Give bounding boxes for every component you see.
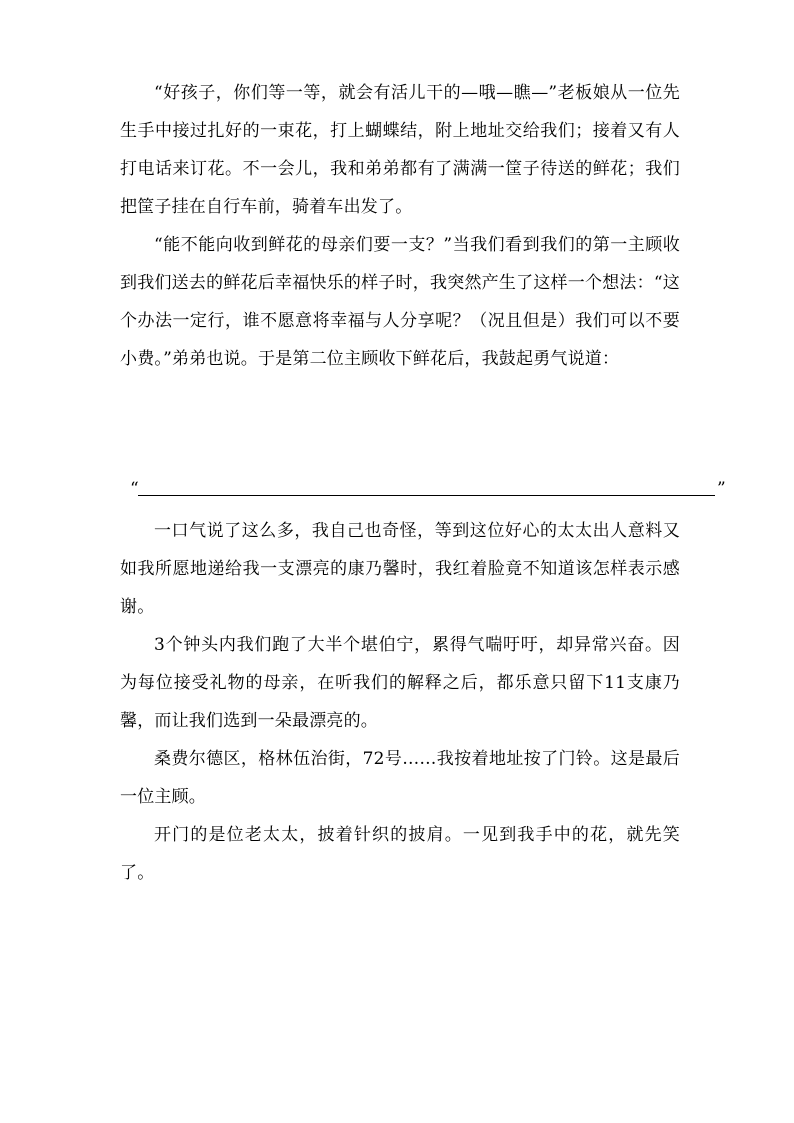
paragraph-flower-shop: “好孩子，你们等一等，就会有活儿干的—哦—瞧—”老板娘从一位先生手中接过扎好的一束花，打上蝴蝶结，附上地址交给我们；接着又有人打电话来订花。不一会儿，我和弟弟都有了满满一筐子待送的鲜花；我们把筐子挂在自行车前，骑着车出发了。 xyxy=(120,83,680,217)
blank-underline xyxy=(138,495,715,496)
paragraph-received-carnation: 一口气说了这么多，我自己也奇怪，等到这位好心的太太出人意料又如我所愿地递给我一支漂亮的康乃馨时，我红着脸竟不知道该怎样表示感谢。 xyxy=(120,521,680,617)
blank-close-quote: ” xyxy=(717,479,726,499)
paragraph-asking-idea: “能不能向收到鲜花的母亲们要一支？”当我们看到我们的第一主顾收到我们送去的鲜花后幸福快乐的样子时，我突然产生了这样一个想法：“这个办法一定行，谁不愿意将幸福与人分享呢？（况且但是）我们可以不要小费。”弟弟也说。于是第二位主顾收下鲜花后，我鼓起勇气说道： xyxy=(120,235,680,369)
text-block-top xyxy=(120,74,680,378)
paragraph-old-lady: 开门的是位老太太，披着针织的披肩。一见到我手中的花，就先笑了。 xyxy=(120,825,680,883)
paragraph-three-hours: 3个钟头内我们跑了大半个堪伯宁，累得气喘吁吁，却异常兴奋。因为每位接受礼物的母亲，在听我们的解释之后，都乐意只留下11支康乃馨，而让我们选到一朵最漂亮的。 xyxy=(120,635,680,731)
fill-in-blank-line xyxy=(120,474,726,504)
paragraph-last-address: 桑费尔德区，格林伍治街，72号……我按着地址按了门铃。这是最后一位主顾。 xyxy=(120,749,680,807)
blank-open-quote: “ xyxy=(130,479,139,499)
text-block-bottom xyxy=(120,512,680,892)
